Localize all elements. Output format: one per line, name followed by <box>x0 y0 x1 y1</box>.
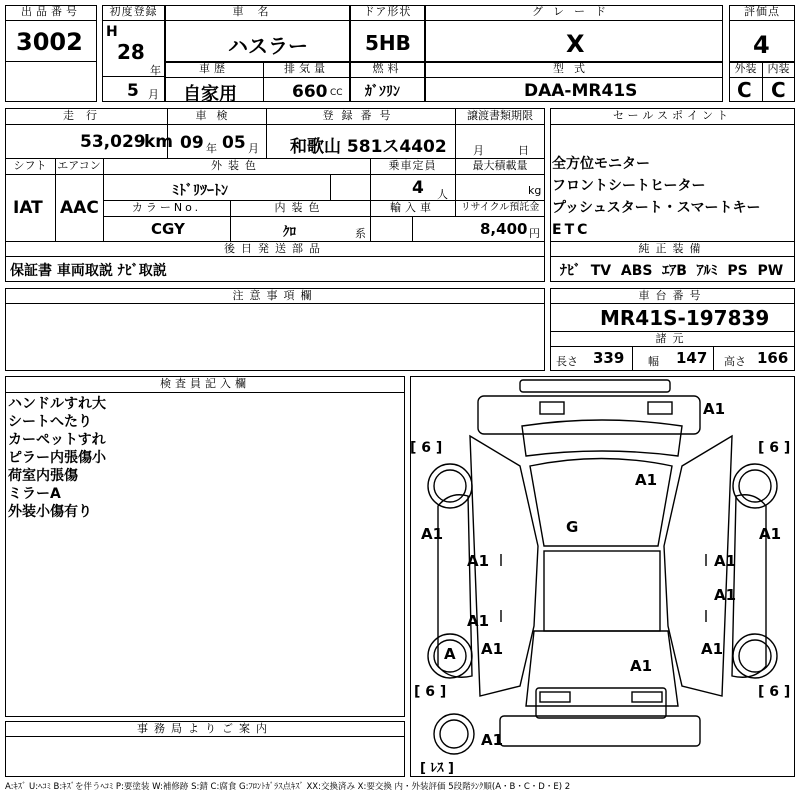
grade-label: グレード <box>532 5 616 18</box>
windshield <box>522 420 682 456</box>
width-label: 幅 <box>648 355 659 368</box>
color-no-label: カラーNo. <box>131 201 202 214</box>
transfer-month: 月 <box>473 144 484 157</box>
tire-tread-label: [ 6 ] <box>410 440 443 456</box>
car-diagram <box>410 376 795 777</box>
interior-label: 内装 <box>767 62 790 75</box>
year-unit: 年 <box>150 64 161 77</box>
score-label: 評価点 <box>744 5 780 18</box>
first-reg-year: 28 <box>117 40 145 64</box>
exterior-label: 外装 <box>734 62 757 75</box>
length: 339 <box>593 349 625 367</box>
sales-points-list <box>552 153 760 241</box>
damage-mark: A1 <box>467 552 490 570</box>
damage-mark: A1 <box>481 640 504 658</box>
displacement-label: 排気量 <box>284 62 329 75</box>
load-unit: kg <box>528 184 542 197</box>
tire-tread-label: [ 6 ] <box>758 684 791 700</box>
yen-unit: 円 <box>529 227 540 240</box>
inspector-line: ピラー内張傷小 <box>8 450 106 466</box>
damage-mark: A1 <box>759 525 782 543</box>
damage-mark: A1 <box>714 552 737 570</box>
roof <box>544 551 660 631</box>
capacity: 4 <box>412 178 424 198</box>
spec-label: 諸元 <box>655 332 690 345</box>
interior-color: ｸﾛ <box>283 225 296 240</box>
car-name: ハスラー <box>228 34 308 58</box>
inspection-year-unit: 年 <box>206 142 217 155</box>
lot-number: 3002 <box>16 28 83 56</box>
damage-mark: G <box>566 518 579 536</box>
length-label: 長さ <box>556 355 578 368</box>
front-light-left <box>540 402 564 414</box>
recycle-fee: 8,400 <box>480 220 528 238</box>
right-side-panel <box>732 495 766 678</box>
first-reg-month: 5 <box>127 81 139 101</box>
max-load-label: 最大積載量 <box>472 159 528 172</box>
inspector-line: カーペットすれ <box>8 432 106 448</box>
legend: A:ｷｽﾞ U:ﾍｺﾐ B:ｷｽﾞを伴うﾍｺﾐ P:要塗装 W:補修跡 S:錆 C:腐食 G:ﾌﾛﾝﾄｶﾞﾗｽ点ｷｽﾞ XX:交換済み X:要交換 内・外装評価 5段階ﾗﾝｸ順(A・B・C・D・E) 2 <box>5 782 571 792</box>
tire-tread-label: [ 6 ] <box>758 440 791 456</box>
first-registration-label: 初度登録 <box>109 5 158 18</box>
door-type: 5HB <box>365 31 411 55</box>
ac: AAC <box>60 198 99 218</box>
height: 166 <box>757 349 789 367</box>
model-label: 型式 <box>553 62 595 75</box>
rear-floor <box>500 716 700 746</box>
interior-color-label: 内装色 <box>274 201 326 214</box>
model: DAA-MR41S <box>524 81 638 101</box>
damage-mark: A1 <box>421 525 444 543</box>
inspection-month: 05 <box>222 133 246 153</box>
sales-points-label: セールスポイント <box>612 109 732 122</box>
transfer-label: 譲渡書類期限 <box>467 109 533 122</box>
fuel: ｶﾞｿﾘﾝ <box>365 84 400 100</box>
car-name-label: 車名 <box>232 5 283 18</box>
mileage: 53,029 <box>80 132 146 152</box>
reg-number-label: 登録番号 <box>322 109 399 122</box>
cc-unit: CC <box>330 88 343 98</box>
km-unit: km <box>144 132 174 152</box>
mileage-label: 走行 <box>63 109 109 122</box>
office-label: 事務局よりご案内 <box>137 722 273 735</box>
spare-tire-label: [ ﾚｽ ] <box>420 761 454 776</box>
damage-mark: A1 <box>701 640 724 658</box>
damage-mark: A1 <box>714 586 737 604</box>
history: 自家用 <box>183 84 237 105</box>
chassis-label: 車台番号 <box>638 289 707 302</box>
notes-label: 注意事項欄 <box>232 289 318 302</box>
tire-tread-label: [ 6 ] <box>414 684 447 700</box>
roof-antenna <box>520 380 670 392</box>
damage-mark: A <box>444 645 456 663</box>
height-label: 高さ <box>724 355 746 368</box>
later-parts: 保証書 車両取説 ﾅﾋﾞ取説 <box>10 263 167 279</box>
damage-mark: A1 <box>481 731 504 749</box>
sales-point: ETC <box>552 222 591 238</box>
sales-point: 全方位モニター <box>552 156 650 172</box>
import-label: 輸入車 <box>390 201 435 214</box>
inspector-line: シートへたり <box>8 414 92 430</box>
chassis-number: MR41S-197839 <box>600 306 770 330</box>
damage-mark: A1 <box>630 657 653 675</box>
door-label: ドア形状 <box>363 5 412 18</box>
interior-grade: C <box>771 78 786 102</box>
width: 147 <box>676 349 708 367</box>
exterior-grade: C <box>737 78 752 102</box>
inspector-line: 外装小傷有り <box>8 504 92 520</box>
interior-color-unit: 系 <box>355 227 366 240</box>
capacity-unit: 人 <box>437 188 448 201</box>
displacement: 660 <box>292 82 328 102</box>
inspector-line: ミラーA <box>8 486 61 502</box>
inspector-line: 荷室内張傷 <box>8 468 78 484</box>
spare-rim <box>440 720 468 748</box>
history-label: 車歴 <box>199 62 229 75</box>
inspection-label: 車検 <box>195 109 238 122</box>
transfer-day: 日 <box>518 144 529 157</box>
damage-mark: A1 <box>703 400 726 418</box>
color-no: CGY <box>151 220 185 238</box>
rear-light-left <box>540 692 570 702</box>
ac-label: エアコン <box>57 159 101 172</box>
inspection-month-unit: 月 <box>248 142 259 155</box>
score: 4 <box>753 31 770 59</box>
shift-label: シフト <box>13 159 47 172</box>
shift: IAT <box>13 198 43 218</box>
sales-point: プッシュスタート・スマートキー <box>552 200 761 216</box>
inspection-year: 09 <box>180 133 204 153</box>
fuel-label: 燃料 <box>372 62 403 75</box>
era: H <box>106 24 118 40</box>
inspector-label: 検査員記入欄 <box>160 377 250 390</box>
damage-mark: A1 <box>635 471 658 489</box>
later-parts-label: 後日発送部品 <box>224 242 326 255</box>
front-light-right <box>648 402 672 414</box>
inspector-line: ハンドルすれ大 <box>8 396 106 412</box>
equipment: ﾅﾋﾞ TV ABS ｴｱB ｱﾙﾐ PS PW <box>560 263 784 279</box>
reg-number: 和歌山 581ス4402 <box>290 137 447 157</box>
color: ﾐﾄﾞﾘﾂｰﾄﾝ <box>172 183 228 199</box>
rear-glass <box>526 631 678 706</box>
equipment-label: 純正装備 <box>638 242 707 255</box>
capacity-label: 乗車定員 <box>388 159 437 172</box>
lot-number-label: 出品番号 <box>21 5 81 18</box>
color-label: 外装色 <box>211 159 262 172</box>
month-unit: 月 <box>148 88 159 101</box>
recycle-label: リサイクル預託金 <box>460 202 540 213</box>
inspector-notes <box>8 395 106 521</box>
damage-mark: A1 <box>467 612 490 630</box>
sales-point: フロントシートヒーター <box>552 178 706 194</box>
rear-light-right <box>632 692 662 702</box>
grade: X <box>566 30 585 58</box>
